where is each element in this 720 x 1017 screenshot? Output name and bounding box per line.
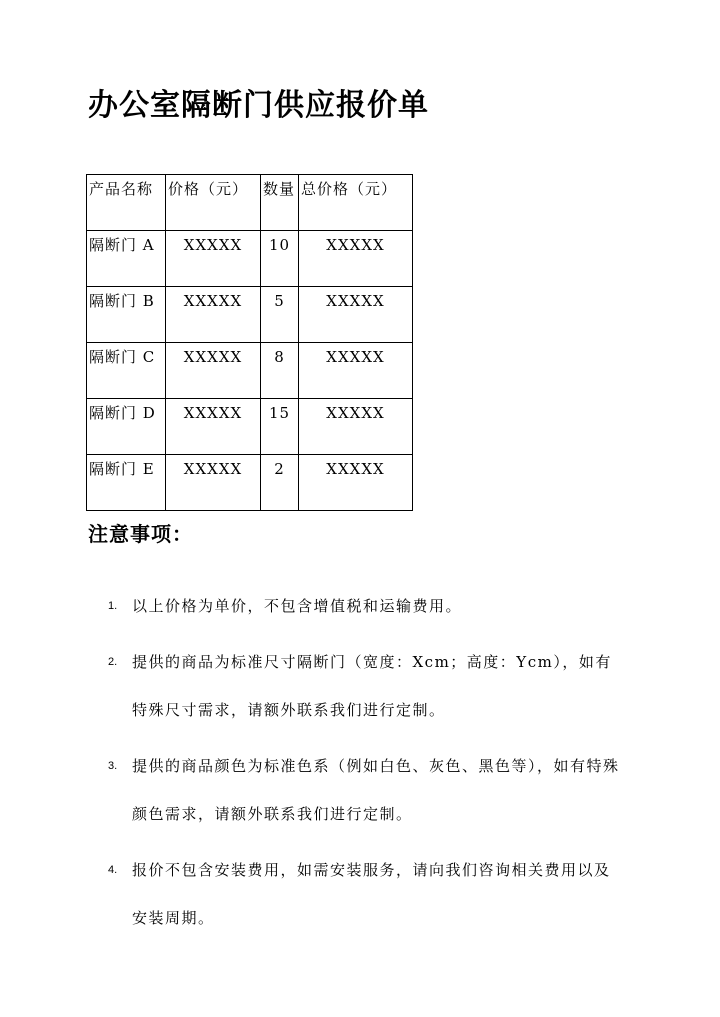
list-item-text: 提供的商品为标准尺寸隔断门（宽度：Xcm；高度：Ycm），如有特殊尺寸需求，请额外联系我们进行定制。: [132, 653, 612, 719]
header-product-name: 产品名称: [87, 175, 166, 231]
table-row: [87, 287, 413, 343]
cell-product-name: 隔断门 C: [87, 343, 166, 399]
list-item: [0, 638, 720, 734]
list-item-text: 提供的商品颜色为标准色系（例如白色、灰色、黑色等），如有特殊颜色需求，请额外联系我们进行定制。: [132, 757, 620, 823]
cell-total-price: XXXXX: [299, 287, 413, 343]
list-item: [0, 742, 720, 838]
list-item: [0, 582, 720, 630]
cell-price: XXXXX: [166, 343, 261, 399]
cell-product-name: 隔断门 D: [87, 399, 166, 455]
cell-product-name: 隔断门 A: [87, 231, 166, 287]
cell-price: XXXXX: [166, 287, 261, 343]
cell-price: XXXXX: [166, 455, 261, 511]
cell-quantity: 2: [261, 455, 299, 511]
header-quantity: 数量: [261, 175, 299, 231]
list-item-number: 2.: [108, 656, 118, 668]
cell-total-price: XXXXX: [299, 455, 413, 511]
cell-price: XXXXX: [166, 399, 261, 455]
cell-quantity: 8: [261, 343, 299, 399]
notes-heading: 注意事项：: [88, 522, 193, 546]
list-item-number: 4.: [108, 864, 118, 876]
cell-quantity: 10: [261, 231, 299, 287]
price-table: [86, 174, 413, 511]
notes-list: [0, 582, 720, 950]
table-header-row: [87, 175, 413, 231]
cell-price: XXXXX: [166, 231, 261, 287]
table-row: [87, 399, 413, 455]
list-item: [0, 846, 720, 942]
table-row: [87, 231, 413, 287]
header-total-price: 总价格（元）: [299, 175, 413, 231]
cell-total-price: XXXXX: [299, 399, 413, 455]
cell-product-name: 隔断门 B: [87, 287, 166, 343]
list-item-number: 1.: [108, 600, 118, 612]
cell-quantity: 5: [261, 287, 299, 343]
cell-total-price: XXXXX: [299, 343, 413, 399]
cell-total-price: XXXXX: [299, 231, 413, 287]
table-row: [87, 455, 413, 511]
table-row: [87, 343, 413, 399]
list-item-text: 报价不包含安装费用，如需安装服务，请向我们咨询相关费用以及安装周期。: [132, 861, 611, 927]
cell-quantity: 15: [261, 399, 299, 455]
list-item-number: 3.: [108, 760, 118, 772]
cell-product-name: 隔断门 E: [87, 455, 166, 511]
list-item-text: 以上价格为单价，不包含增值税和运输费用。: [132, 597, 463, 615]
header-price: 价格（元）: [166, 175, 261, 231]
document-title: 办公室隔断门供应报价单: [88, 88, 429, 123]
